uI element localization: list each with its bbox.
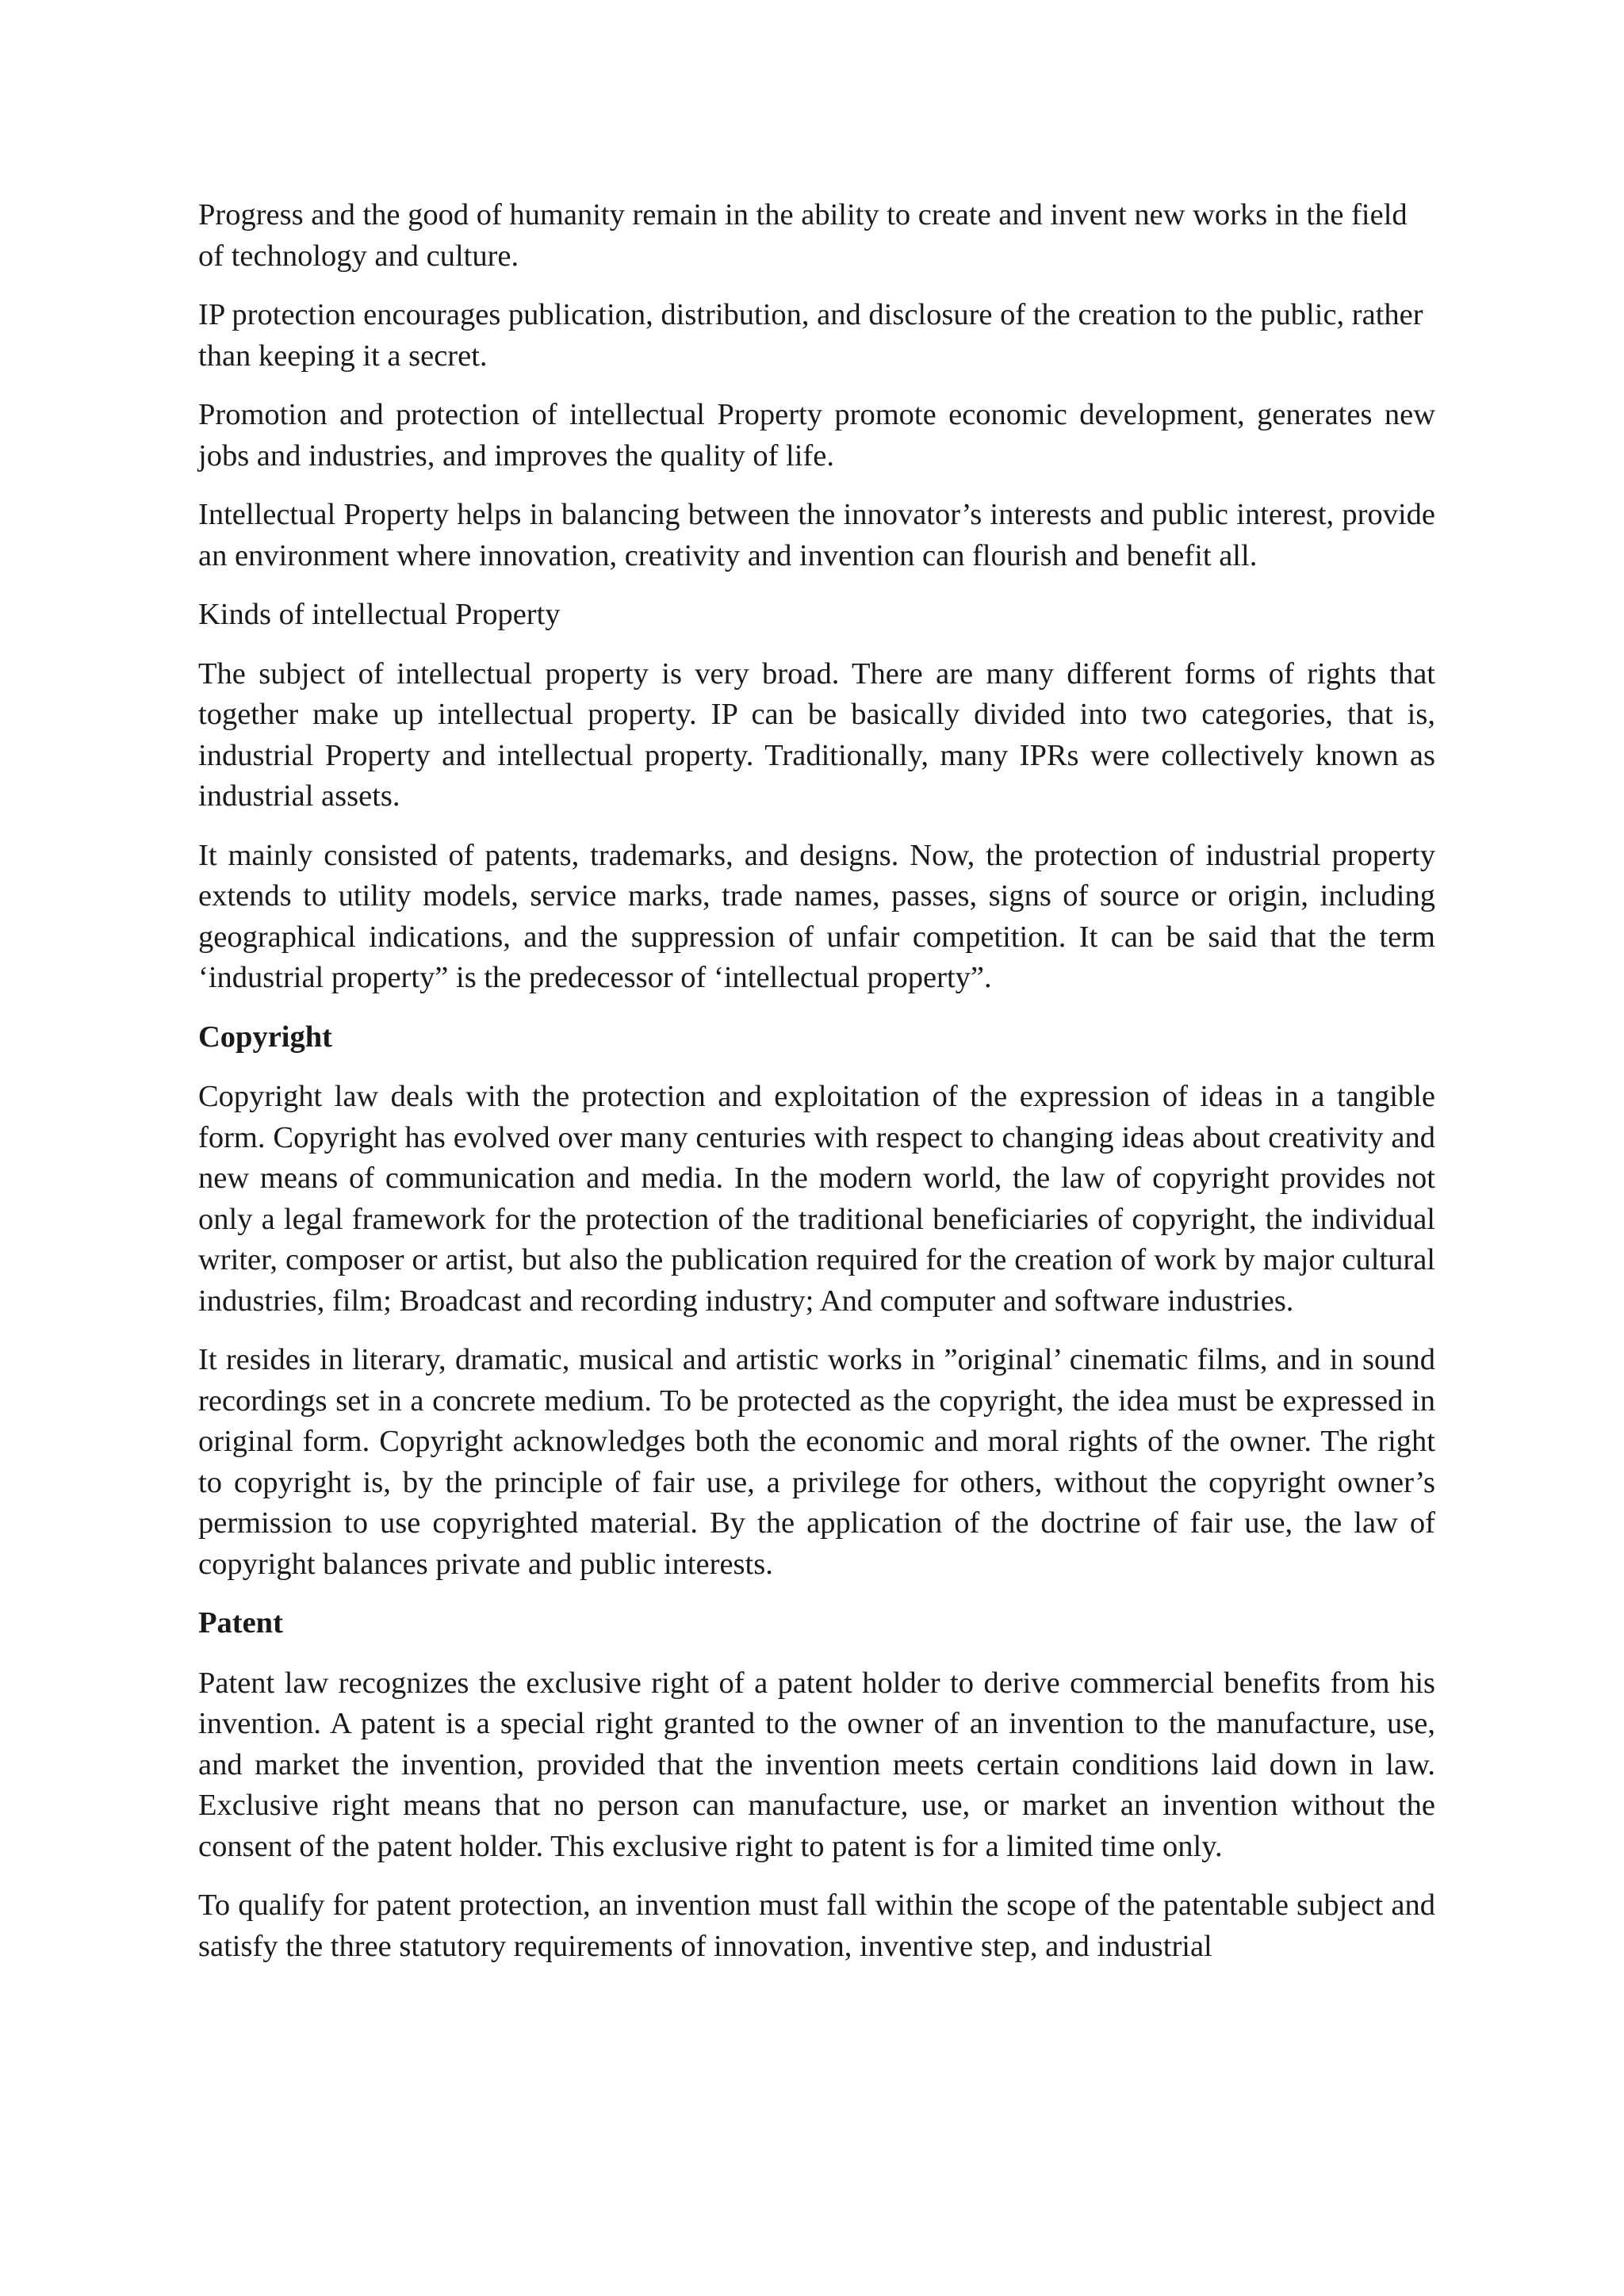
paragraph-patent-law: Patent law recognizes the exclusive right of a patent holder to derive commercial benefits from his invention. A patent is a special right granted to the owner of an invention to the manufacture, use, and market the invention, provided that the invention meets certain conditions laid down in law. Exclusive right means that no person can manufacture, use, or market an invention without the consent of the patent holder. This exclusive right to patent is for a limited time only.	[198, 1666, 1435, 1863]
paragraph-patent-qualify: To qualify for patent protection, an invention must fall within the scope of the patentable subject and satisfy the three statutory requirements of innovation, inventive step, and industrial	[198, 1888, 1435, 1963]
paragraph-industrial-property: It mainly consisted of patents, trademarks, and designs. Now, the protection of industrial property extends to utility models, service marks, trade names, passes, signs of source or origin, including geographical indications, and the suppression of unfair competition. It can be said that the term ‘industrial property” is the predecessor of ‘intellectual property”.	[198, 838, 1435, 994]
document-page	[198, 195, 1435, 1985]
paragraph-balancing: Intellectual Property helps in balancing between the innovator’s interests and public interest, provide an environment where innovation, creativity and invention can flourish and benefit all.	[198, 498, 1435, 572]
paragraph-ip-protection: IP protection encourages publication, distribution, and disclosure of the creation to the public, rather than keeping it a secret.	[198, 298, 1423, 373]
kinds-heading: Kinds of intellectual Property	[198, 598, 561, 631]
paragraph-copyright-works: It resides in literary, dramatic, musical and artistic works in ”original’ cinematic films, and in sound recordings set in a concrete medium. To be protected as the copyright, the idea must be expressed in original form. Copyright acknowledges both the economic and moral rights of the owner. The right to copyright is, by the principle of fair use, a privilege for others, without the copyright owner’s permission to use copyrighted material. By the application of the doctrine of fair use, the law of copyright balances private and public interests.	[198, 1343, 1435, 1581]
paragraph-subject: The subject of intellectual property is very broad. There are many different forms of rights that together make up intellectual property. IP can be basically divided into two categories, that is, industrial Property and intellectual property. Traditionally, many IPRs were collectively known as industrial assets.	[198, 656, 1435, 813]
copyright-heading: Copyright	[198, 1020, 332, 1054]
paragraph-copyright-law: Copyright law deals with the protection and exploitation of the expression of ideas in a tangible form. Copyright has evolved over many centuries with respect to changing ideas about creativity and new means of communication and media. In the modern world, the law of copyright provides not only a legal framework for the protection of the traditional beneficiaries of copyright, the individual writer, composer or artist, but also the publication required for the creation of work by major cultural industries, film; Broadcast and recording industry; And computer and software industries.	[198, 1080, 1435, 1318]
paragraph-progress: Progress and the good of humanity remain in the ability to create and invent new works in the field of technology and culture.	[198, 198, 1408, 273]
paragraph-promotion: Promotion and protection of intellectual Property promote economic development, generates new jobs and industries, and improves the quality of life.	[198, 398, 1435, 473]
patent-heading: Patent	[198, 1606, 283, 1640]
